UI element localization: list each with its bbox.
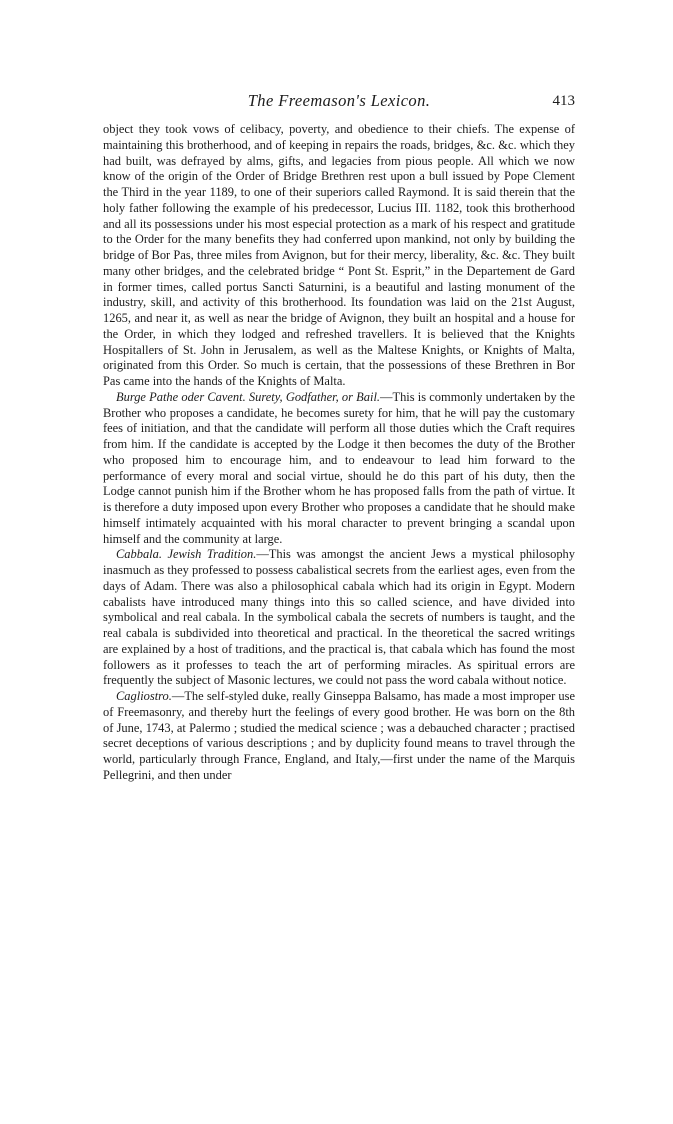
entry-term: Cabbala. Jewish Tradition. (116, 547, 257, 562)
book-page (0, 84, 673, 1124)
paragraph-bridge-brethren (103, 122, 575, 390)
entry-term: Burge Pathe oder Cavent. Surety, Godfather, or Bail. (116, 389, 381, 404)
running-title: The Freemason's Lexicon. (247, 91, 431, 110)
entry-text: —The self-styled duke, really Ginseppa Balsamo, has made a most improper use of Freemasonry, and thereby hurt the feelings of every good brother. He was born on the 8th of June, 1743, at Palermo ; studied the medical science ; was a debauched character ; practised secret deceptions of various descriptions ; and by duplicity found means to travel through the world, particularly through France, England, and Italy,—first under the name of the Marquis Pellegrini, and then under (103, 689, 575, 782)
entry-cagliostro (103, 689, 575, 784)
entry-burge-pathe (103, 390, 575, 548)
paragraph-text: object they took vows of celibacy, poverty, and obedience to their chiefs. The expense of maintaining this brotherhood, and of keeping in repairs the roads, bridges, &c. &c. which they had built, was defrayed by alms, gifts, and legacies from pious people. All which we now know of the origin of the Order of Bridge Brethren rest upon a bull issued by Pope Clement the Third in the year 1189, to one of their superiors called Raymond. It is said therein that the holy father following the example of his predecessor, Lucius III. 1182, took this brotherhood and all its possessions under his most especial protection as a mark of his respect and gratitude to the Order for the many benefits they had conferred upon mankind, not only by building the bridge of Bor Pas, three miles from Avignon, but for their mercy, liberality, &c. &c. They built many other bridges, and the celebrated bridge “ Pont St. Esprit,” in the Departement de Gard in former times, called portus Sancti Saturnini, is a beautiful and lasting monument of the industry, skill, and activity of this brotherhood. Its foundation was laid on the 21st August, 1265, and near it, as well as near the bridge of Avignon, they built an hospital and a house for the Order, in which they lodged and refreshed travellers. It is believed that the Knights Hospitallers of St. John in Jerusalem, as well as the Maltese Knights, or Knights of Malta, originated from this Order. So much is certain, that the possessions of these Brethren in Bor Pas came into the hands of the Knights of Malta. (103, 122, 575, 388)
entry-term: Cagliostro. (116, 689, 172, 703)
entry-text: —This is commonly undertaken by the Brother who proposes a candidate, he becomes surety for him, that he will pay the customary fees of initiation, and that the candidate will perform all those duties which the Craft requires from him. If the candidate is accepted by the Lodge it then becomes the duty of the Brother who proposed him to encourage him, and to endeavour to lead him forward to the performance of every moral and social virtue, should he do this part of his duty, then the Lodge cannot punish him if the Brother whom he has proposed falls from the path of virtue. It is therefore a duty imposed upon every Brother who proposes a candidate that he should make himself intimately acquainted with his moral character to prevent bringing a scandal upon himself and the community at large. (103, 389, 575, 546)
entry-cabbala (103, 547, 575, 689)
body-text (103, 122, 575, 784)
page-number: 413 (552, 93, 575, 109)
page-header (103, 84, 575, 118)
entry-text: —This was amongst the ancient Jews a mystical philosophy inasmuch as they professed to possess cabalistical secrets from the earliest ages, even from the days of Adam. There was also a philosophical cabala which had its origin in Egypt. Modern cabalists have introduced many things into this so called science, and have divided into symbolical and real cabala. In the symbolical cabala the secrets of numbers is taught, and the real cabala is subdivided into theoretical and practical. In the theoretical the sacred writings are explained by a host of traditions, and the practical is, that cabala which has found the most followers as it professes to teach the art of performing miracles. As spiritual errors are frequently the subject of Masonic lectures, we could not pass the word cabala without notice. (103, 547, 575, 688)
